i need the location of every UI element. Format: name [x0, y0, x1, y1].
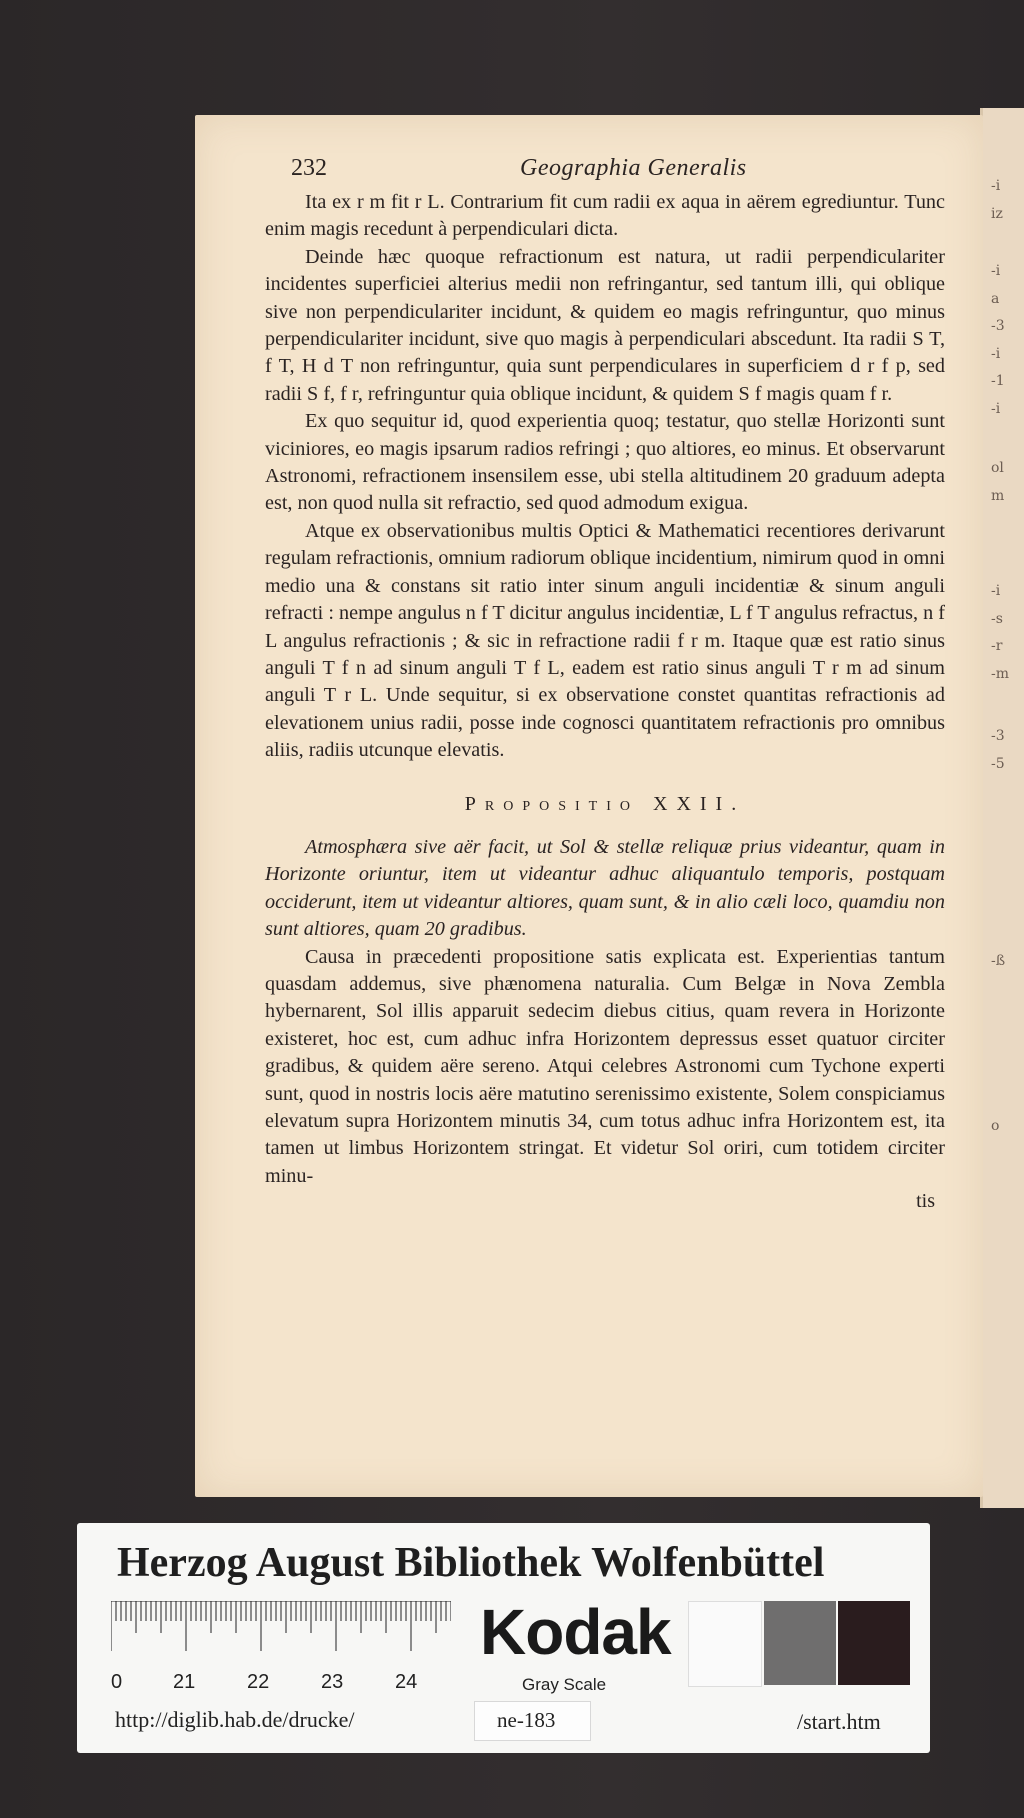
paragraph: Ex quo sequitur id, quod experientia quoq; testatur, quo stellæ Horizonti sunt viciniores, eo magis ipsarum radios refringi ; quo altiores, eo minus. Et observarunt Astronomi, refractionem insensilem esse, ubi stella altitudinem 20 graduum adepta est, non quod nulla sit refractio, sed quod admodum exigua.: [265, 410, 945, 515]
adjacent-fragment: -i: [991, 346, 1001, 362]
gray-scale-label: Gray Scale: [522, 1675, 607, 1694]
body-text: [265, 189, 945, 1212]
paragraph: Causa in præcedenti propositione satis explicata est. Experientias tantum quasdam addemus, sive phænomena naturalia. Cum Belgæ in Nova Zembla hybernarent, Sol illis apparuit sedecim diebus citius, quam revera in Horizonte existeret, hoc est, cum adhuc infra Horizontem depressus esset quatuor circiter gradibus, & quidem aëre sereno. Atqui celebres Astronomi cum Tychone experti sunt, quod in nostris locis aëre matutino serenissimo existente, Solem conspiciamus elevatum supra Horizontem minutis 34, cum totus adhuc infra Horizontem est, ita tamen ut limbus Horizontem stringat. Et videtur Sol oriri, cum totidem circiter minu-: [265, 945, 945, 1187]
library-name: Herzog August Bibliothek Wolfenbüttel: [117, 1540, 825, 1586]
catchword: tis: [916, 1190, 935, 1213]
scale-ruler: [111, 1601, 451, 1691]
paragraph: Deinde hæc quoque refractionum est natura, ut radii perpendiculariter incidentes superficiei alterius medii non refringantur, sed tantum illi, qui oblique sive non perpendiculariter incidunt, & quidem eo magis refringuntur, quo minus perpendiculariter incidunt, sive quo magis à perpendiculari abscedunt. Ita radii S T, f T, H d T non refringuntur, quia sunt perpendiculares in superficiem d r f p, sed radii S f, f r, refringuntur quia oblique incidunt, & quidem S f magis quam f r.: [265, 245, 945, 405]
adjacent-fragment: -s: [991, 611, 1003, 627]
ruler-label: 22: [247, 1671, 270, 1693]
adjacent-fragment: iz: [991, 206, 1003, 222]
running-title: Geographia Generalis: [520, 155, 747, 181]
adjacent-fragment: -3: [991, 728, 1005, 744]
ruler-label: 0: [111, 1671, 123, 1693]
adjacent-fragment: -5: [991, 756, 1005, 772]
proposition-statement: Atmosphæra sive aër facit, ut Sol & stellæ reliquæ prius videantur, quam in Horizonte oriuntur, item ut videantur adhuc aliquantulo temporis, postquam occiderunt, item ut videantur altiores, quam sunt, & in alio cæli loco, quamdiu non sunt altiores, quam 20 gradibus.: [265, 835, 945, 941]
adjacent-fragment: -i: [991, 178, 1001, 194]
library-color-card: [77, 1523, 930, 1753]
ruler-label: 23: [321, 1671, 344, 1693]
adjacent-fragment: a: [991, 291, 1000, 307]
proposition-heading: Propositio XXII.: [464, 792, 746, 815]
url-suffix: /start.htm: [797, 1709, 881, 1734]
ruler-label: 21: [173, 1671, 196, 1693]
page-content: [265, 155, 945, 1212]
adjacent-fragment: -i: [991, 401, 1001, 417]
paragraph: Atque ex observationibus multis Optici & Mathematici recentiores derivarunt regulam refractionis, omnium radiorum oblique incidentium, nimirum quod in omni medio una & constans sit ratio inter sinum anguli incidentiæ & sinum anguli refracti : nempe angulus n f T dicitur angulus incidentiæ, L f T angulus refractus, n f L angulus refractionis ; & sic in refractione radii f r m. Itaque quæ est ratio sinus anguli T f n ad sinum anguli T f L, eadem est ratio sinus anguli T r m ad sinum anguli T r L. Unde sequitur, si ex observatione constet quantitas refractionis ad elevationem unius radii, posse inde cognosci quantitatem refractionis pro omnibus aliis, radiis utcunque elevatis.: [265, 519, 945, 762]
adjacent-fragment: -3: [991, 318, 1005, 334]
adjacent-fragment: -ß: [991, 953, 1006, 969]
adjacent-fragment: -m: [991, 666, 1010, 682]
white-swatch: [688, 1601, 762, 1687]
adjacent-fragment: m: [991, 488, 1005, 504]
adjacent-page-edge: [980, 108, 1024, 1508]
adjacent-fragment: -r: [991, 638, 1003, 654]
shelfmark: ne-183: [497, 1708, 556, 1732]
dark-swatch: [838, 1601, 910, 1685]
adjacent-fragment: -i: [991, 583, 1001, 599]
paragraph: Ita ex r m fit r L. Contrarium fit cum radii ex aqua in aërem egrediuntur. Tunc enim magis recedunt à perpendiculari dicta.: [265, 191, 945, 241]
page-header: [265, 155, 945, 189]
adjacent-fragment: ol: [991, 460, 1004, 476]
ruler-ticks: [111, 1601, 451, 1671]
gray-swatch: [764, 1601, 836, 1685]
book-page: [195, 115, 983, 1497]
adjacent-fragment: -1: [991, 373, 1005, 389]
adjacent-fragment: o: [991, 1118, 1000, 1134]
ruler-labels: [111, 1671, 451, 1695]
kodak-logo: Kodak: [480, 1596, 671, 1668]
ruler-label: 24: [395, 1671, 418, 1693]
adjacent-fragment: -i: [991, 263, 1001, 279]
page-number: 232: [291, 155, 327, 181]
url-prefix: http://diglib.hab.de/drucke/: [115, 1707, 355, 1732]
